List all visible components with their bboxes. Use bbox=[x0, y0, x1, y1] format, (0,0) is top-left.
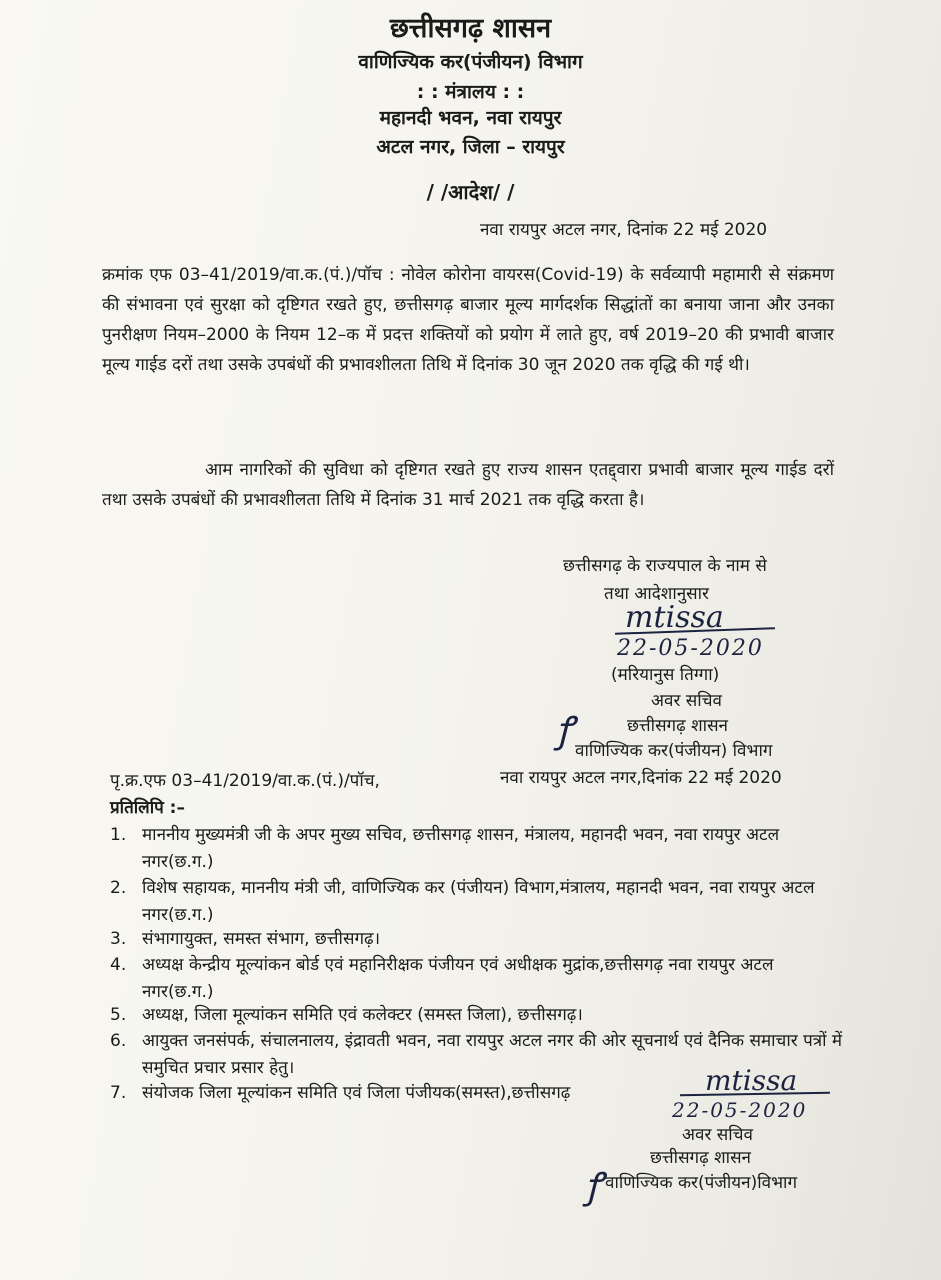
list-item-number: 6. bbox=[110, 1031, 127, 1051]
signatory-department: वाणिज्यिक कर(पंजीयन) विभाग bbox=[575, 741, 773, 761]
handwritten-signature: mtissa bbox=[705, 1064, 798, 1097]
handwritten-date: 22-05-2020 bbox=[672, 1098, 808, 1122]
signatory-designation: अवर सचिव bbox=[682, 1125, 753, 1145]
signatory-designation: अवर सचिव bbox=[651, 691, 722, 711]
list-item-text: अध्यक्ष केन्द्रीय मूल्यांकन बोर्ड एवं महानिरीक्षक पंजीयन एवं अधीक्षक मुद्रांक,छत्तीसगढ़ नवा रायपुर अटल नगर(छ.ग.) bbox=[142, 955, 774, 1002]
signature-order-line: तथा आदेशानुसार bbox=[604, 584, 710, 604]
signatory-office: छत्तीसगढ़ शासन bbox=[650, 1148, 751, 1168]
paragraph-second: आम नागरिकों की सुविधा को दृष्टिगत रखते हुए राज्य शासन एतद्द्वारा प्रभावी बाजार मूल्य गाईड दरों तथा उसके उपबंधों की प्रभावशीलता तिथि में दिनांक 31 मार्च 2021 तक वृद्धि करता है। bbox=[102, 460, 834, 510]
copy-date: नवा रायपुर अटल नगर,दिनांक 22 मई 2020 bbox=[500, 768, 782, 788]
copy-label: प्रतिलिपि :– bbox=[110, 798, 185, 818]
list-item-text: अध्यक्ष, जिला मूल्यांकन समिति एवं कलेक्टर (समस्त जिला), छत्तीसगढ़। bbox=[142, 1005, 583, 1025]
signatory-department: वाणिज्यिक कर(पंजीयन)विभाग bbox=[605, 1173, 798, 1193]
list-item-number: 2. bbox=[110, 878, 127, 898]
signatory-office: छत्तीसगढ़ शासन bbox=[627, 716, 728, 736]
list-item-text: संयोजक जिला मूल्यांकन समिति एवं जिला पंजीयक(समस्त),छत्तीसगढ़ bbox=[142, 1083, 571, 1103]
list-item bbox=[110, 822, 845, 876]
list-item-number: 3. bbox=[110, 929, 127, 949]
handwritten-signature: mtissa bbox=[625, 600, 724, 635]
copy-reference: पृ.क्र.एफ 03–41/2019/वा.क.(पं.)/पॉच, bbox=[110, 771, 380, 791]
list-item bbox=[110, 875, 845, 929]
handwritten-date: 22-05-2020 bbox=[617, 636, 764, 661]
order-date: नवा रायपुर अटल नगर, दिनांक 22 मई 2020 bbox=[480, 220, 768, 240]
signatory-name: (मरियानुस तिग्गा) bbox=[611, 665, 720, 685]
header-city: अटल नगर, जिला – रायपुर bbox=[376, 136, 565, 158]
list-item bbox=[110, 926, 845, 953]
list-item bbox=[110, 1002, 845, 1029]
list-item-number: 1. bbox=[110, 825, 127, 845]
list-item-text: आयुक्त जनसंपर्क, संचालनालय, इंद्रावती भवन, नवा रायपुर अटल नगर की ओर सूचनार्थ एवं दैनिक समाचार पत्रों में समुचित प्रचार प्रसार हेतु। bbox=[142, 1031, 843, 1078]
list-item-text: संभागायुक्त, समस्त संभाग, छत्तीसगढ़। bbox=[142, 929, 381, 949]
header-government: छत्तीसगढ़ शासन bbox=[389, 13, 552, 44]
initial-mark: ꝭ bbox=[585, 1166, 603, 1207]
header-ministry: : : मंत्रालय : : bbox=[416, 81, 525, 103]
list-item-number: 4. bbox=[110, 955, 127, 975]
order-title: / /आदेश/ / bbox=[426, 180, 515, 204]
list-item-number: 5. bbox=[110, 1005, 127, 1025]
header-department: वाणिज्यिक कर(पंजीयन) विभाग bbox=[358, 51, 583, 73]
initial-mark: ꝭ bbox=[556, 710, 574, 751]
list-item-text: माननीय मुख्यमंत्री जी के अपर मुख्य सचिव, छत्तीसगढ़ शासन, मंत्रालय, महानदी भवन, नवा रायपुर अटल नगर(छ.ग.) bbox=[142, 825, 780, 872]
list-item-number: 7. bbox=[110, 1083, 127, 1103]
signature-authority-line: छत्तीसगढ़ के राज्यपाल के नाम से bbox=[563, 556, 767, 576]
list-item bbox=[110, 952, 845, 1006]
paragraph-first: क्रमांक एफ 03–41/2019/वा.क.(पं.)/पॉच : नोवेल कोरोना वायरस(Covid-19) के सर्वव्यापी महामारी से संक्रमण की संभावना एवं सुरक्षा को दृष्टिगत रखते हुए, छत्तीसगढ़ बाजार मूल्य मार्गदर्शक सिद्धांतों का बनाया जाना और उनका पुनरीक्षण नियम–2000 के नियम 12–क में प्रदत्त शक्तियों को प्रयोग में लाते हुए, वर्ष 2019–20 की प्रभावी बाजार मूल्य गाईड दरों तथा उसके उपबंधों की प्रभावशीलता तिथि में दिनांक 30 जून 2020 तक वृद्धि की गई थी। bbox=[102, 265, 834, 375]
header-building: महानदी भवन, नवा रायपुर bbox=[379, 107, 562, 129]
list-item-text: विशेष सहायक, माननीय मंत्री जी, वाणिज्यिक कर (पंजीयन) विभाग,मंत्रालय, महानदी भवन, नवा रायपुर अटल नगर(छ.ग.) bbox=[142, 878, 815, 925]
